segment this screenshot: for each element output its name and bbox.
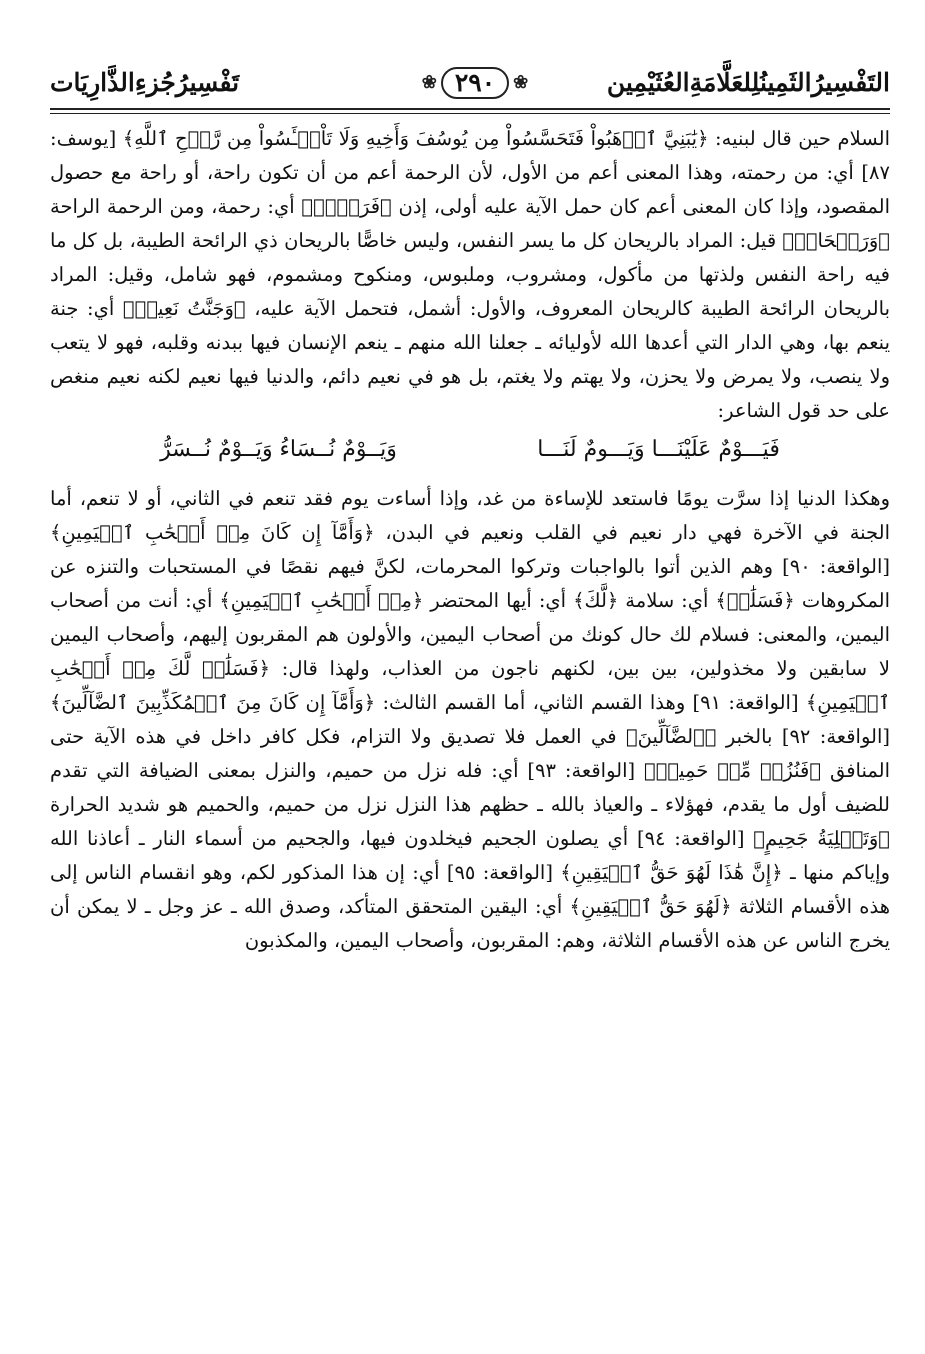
- book-title: التَفْسِيرُالثَمِينُلِلعَلَّامَةِالعُثَيْمِين: [606, 68, 890, 97]
- verse-second-hemistich: وَيَــوْمٌ نُــسَاءُ وَيَــوْمٌ نُــسَرُّ: [160, 437, 397, 462]
- page-header: [50, 60, 890, 122]
- book-page: [50, 60, 890, 1320]
- header-rule: [50, 108, 890, 110]
- page-number: ٢٩٠: [441, 67, 509, 99]
- left-ornament-icon: ❀: [421, 72, 437, 93]
- poetry-verse: [50, 428, 890, 482]
- page-number-badge: [395, 66, 555, 102]
- paragraph-2: وهكذا الدنيا إذا سرَّت يومًا فاستعد للإساءة من غد، وإذا أساءت يوم فقد تنعم في الثاني، أو لا تنعم، أما الجنة في الآخرة فهي دار نعيم في القلب ونعيم في البدن، ﴿وَأَمَّآ إِن كَانَ مِنۡ أَصۡحَٰبِ ٱلۡيَمِينِ﴾ [الواقعة: ٩٠] وهم الذين أتوا بالواجبات وتركوا المحرمات، لكنَّ فيهم نقصًا في المستحبات والتنزه عن المكروهات ﴿فَسَلَٰمٞ﴾ أي: سلامة ﴿لَّكَ﴾ أي: أيها المحتضر ﴿مِنۡ أَصۡحَٰبِ ٱلۡيَمِينِ﴾ أي: أنت من أصحاب اليمين، والمعنى: فسلام لك حال كونك من أصحاب اليمين، والأولون هم المقربون إليهم، وأصحاب اليمين لا سابقين ولا مخذولين، بين بين، لكنهم ناجون من العذاب، ولهذا قال: ﴿فَسَلَٰمٞ لَّكَ مِنۡ أَصۡحَٰبِ ٱلۡيَمِينِ﴾ [الواقعة: ٩١] وهذا القسم الثاني، أما القسم الثالث: ﴿وَأَمَّآ إِن كَانَ مِنَ ٱلۡمُكَذِّبِينَ ٱلضَّآلِّينَ﴾ [الواقعة: ٩٢] بالخبر ﴿ٱلضَّآلِّينَ﴾ في العمل فلا تصديق ولا التزام، فكل كافر داخل في هذه الآية حتى المنافق ﴿فَنُزُلٞ مِّنۡ حَمِيمٖ﴾ [الواقعة: ٩٣] أي: فله نزل من حميم، والنزل بمعنى الضيافة التي تقدم للضيف أول ما يقدم، فهؤلاء ـ والعياذ بالله ـ حظهم هذا النزل نزل من حميم، والحميم هو شديد الحرارة ﴿وَتَصۡلِيَةُ جَحِيمٍ﴾ [الواقعة: ٩٤] أي يصلون الجحيم فيخلدون فيها، والجحيم من أسماء النار ـ أعاذنا الله وإياكم منها ـ ﴿إِنَّ هَٰذَا لَهُوَ حَقُّ ٱلۡيَقِينِ﴾ [الواقعة: ٩٥] أي: إن هذا المذكور لكم، وهو انقسام الناس إلى هذه الأقسام الثلاثة ﴿لَهُوَ حَقُّ ٱلۡيَقِينِ﴾ أي: اليقين المتحقق المتأكد، وصدق الله ـ عز وجل ـ لا يمكن أن يخرج الناس عن هذه الأقسام الثلاثة، وهم: المقربون، وأصحاب اليمين، والمكذبون: [50, 487, 891, 952]
- section-title: تَفْسِيرُجُزءِالذَّارِيَات: [50, 68, 240, 97]
- paragraph-1: السلام حين قال لبنيه: ﴿يَٰبَنِيَّ ٱذۡهَبُواْ فَتَحَسَّسُواْ مِن يُوسُفَ وَأَخِيهِ وَلَا تَاْيۡـَٔسُواْ مِن رَّوۡحِ ٱللَّهِ﴾ [يوسف: ٨٧] أي: من رحمته، وهذا المعنى أعم من الأول، لأن الرحمة أعم من أن تكون راحة، أو راحة مع حصول المقصود، وإذا كان المعنى أعم كان حمل الآية عليه أولى، إذن ﴿فَرَوۡحٞ﴾ أي: رحمة، ومن الرحمة الراحة ﴿وَرَيۡحَانٞ﴾ قيل: المراد بالريحان كل ما يسر النفس، وليس خاصًّا بالريحان ذي الرائحة الطيبة، بل كل ما فيه راحة النفس ولذتها من مأكول، ومشروب، وملبوس، ومنكوح ومشموم، فهو شامل، وقيل: المراد بالريحان الرائحة الطيبة كالريحان المعروف، والأول: أشمل، فتحمل الآية عليه، ﴿وَجَنَّتُ نَعِيمٖ﴾ أي: جنة ينعم بها، وهي الدار التي أعدها الله لأوليائه ـ جعلنا الله منهم ـ ينعم الإنسان فيها ببدنه وقلبه، فهو لا يتعب ولا ينصب، ولا يمرض ولا يحزن، ولا يهتم ولا يغتم، بل هو في نعيم دائم، والدنيا فيها نعيم لكنه نعيم منغص على حد قول الشاعر:: [50, 127, 890, 422]
- page-body: [50, 122, 890, 958]
- right-ornament-icon: ❀: [513, 72, 529, 93]
- verse-first-hemistich: فَيَـــوْمٌ عَلَيْنَـــا وَيَـــومٌ لَنَـــا: [537, 437, 780, 462]
- header-rule-thin: [50, 113, 890, 114]
